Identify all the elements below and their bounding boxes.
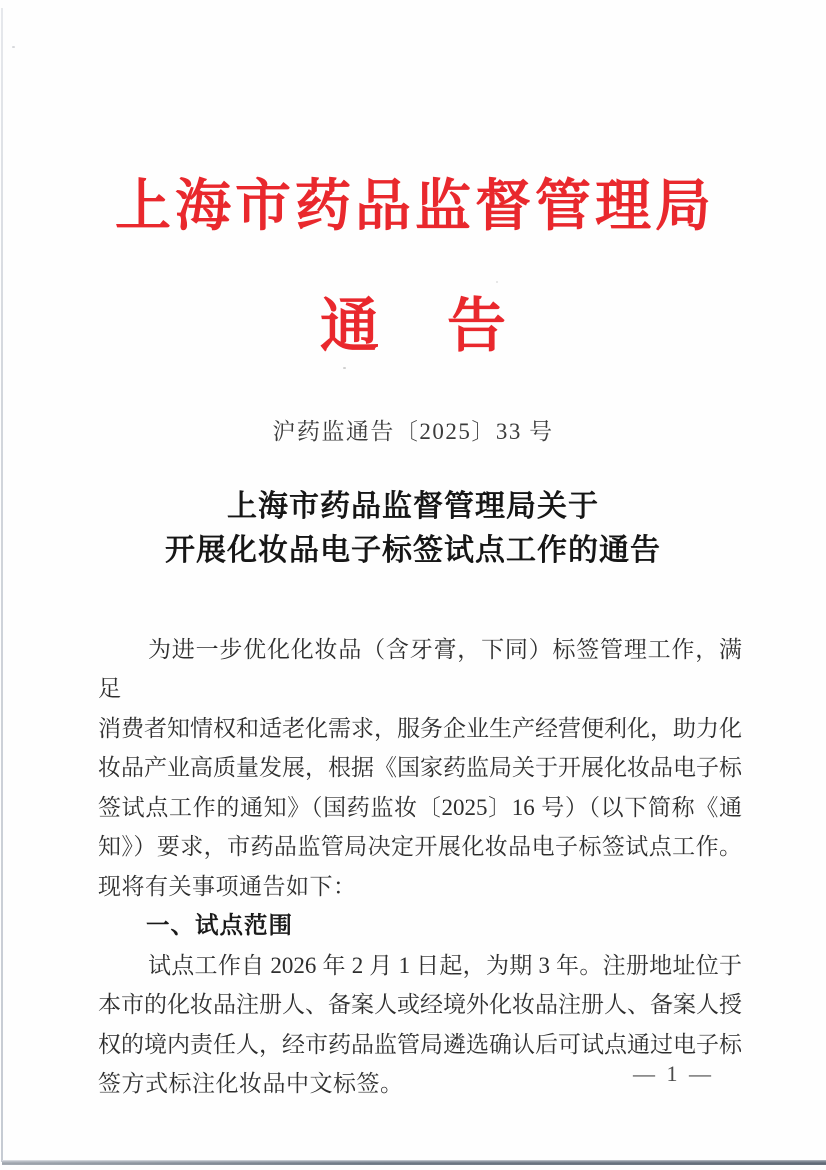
document-number: 沪药监通告〔2025〕33 号	[272, 419, 554, 444]
body-line: 权的境内责任人，经市药品监管局遴选确认后可试点通过电子标	[98, 1031, 742, 1057]
page-number: — 1 —	[633, 1061, 714, 1086]
document-title-line-1: 上海市药品监督管理局关于	[227, 490, 599, 523]
notice-type-char-2: 告	[447, 293, 507, 359]
left-scan-edge-line	[1, 8, 3, 1162]
body-line: 妆品产业高质量发展，根据《国家药监局关于开展化妆品电子标	[98, 755, 742, 781]
scan-speck	[343, 367, 346, 369]
body-line: 签试点工作的通知》（国药监妆〔2025〕16 号）（以下简称《通	[98, 794, 742, 820]
body-text-block	[98, 630, 742, 1103]
body-line: 现将有关事项通告如下：	[98, 873, 357, 899]
notice-type-char-1: 通	[319, 293, 379, 359]
document-title	[0, 485, 826, 573]
bottom-scan-edge-line	[2, 1160, 826, 1165]
body-line: 消费者知情权和适老化需求，服务企业生产经营便利化，助力化	[98, 715, 742, 741]
section-heading: 一、试点范围	[146, 912, 293, 939]
body-line: 为进一步优化化妆品（含牙膏，下同）标签管理工作，满足	[98, 637, 742, 702]
letterhead-org-name: 上海市药品监督管理局	[115, 176, 715, 238]
body-line: 试点工作自 2026 年 2 月 1 日起，为期 3 年。注册地址位于	[148, 952, 742, 978]
notice-type-heading	[0, 293, 826, 359]
body-line: 签方式标注化妆品中文标签。	[98, 1070, 404, 1096]
document-title-line-2: 开展化妆品电子标签试点工作的通告	[165, 534, 661, 567]
scan-speck	[496, 281, 498, 283]
scan-speck	[12, 46, 15, 48]
body-line: 知》）要求，市药品监管局决定开展化妆品电子标签试点工作。	[98, 834, 742, 860]
body-line: 本市的化妆品注册人、备案人或经境外化妆品注册人、备案人授	[98, 992, 742, 1018]
